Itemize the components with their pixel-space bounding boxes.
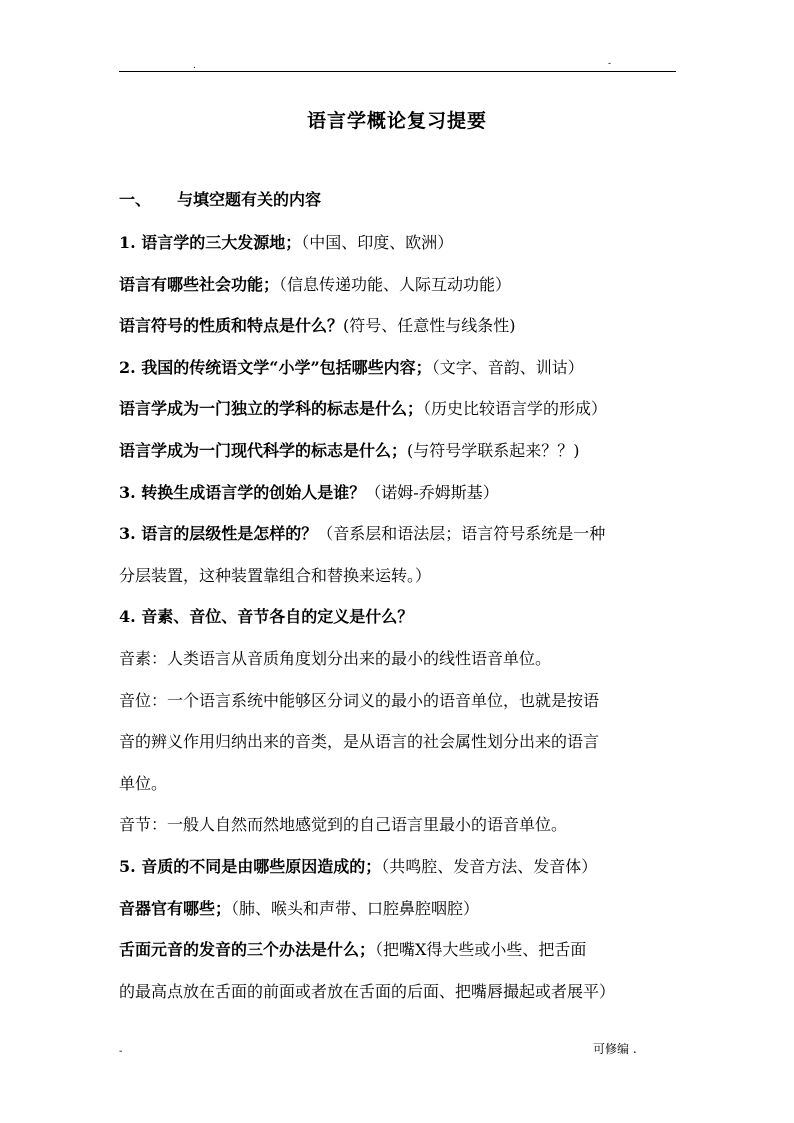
answer-text: 的最高点放在舌面的前面或者放在舌面的后面、把嘴唇撮起或者展平） <box>119 981 616 1001</box>
answer-text: 音位：一个语言系统中能够区分词义的最小的语音单位，也就是按语 <box>119 690 600 710</box>
answer-text: 音素：人类语言从音质角度划分出来的最小的线性语音单位。 <box>119 649 552 668</box>
footer-left-mark: - <box>119 1046 123 1057</box>
answer-text: （音系层和语法层；语言符号系统是一种 <box>317 524 606 544</box>
content-line <box>119 814 679 836</box>
answer-text: （把嘴X得大些或小些、把舌面 <box>375 940 587 960</box>
question-text: 语言学成为一门独立的学科的标志是什么； <box>119 399 424 419</box>
answer-text: 音节：一般人自然而然地感觉到的自己语言里最小的语音单位。 <box>119 815 568 835</box>
content-line <box>119 648 679 670</box>
question-text: 语言符号的性质和特点是什么？ <box>119 316 344 336</box>
answer-text: （中国、印度、欧洲） <box>301 233 454 252</box>
question-text: 5. 音质的不同是由哪些原因造成的； <box>119 857 382 876</box>
section-heading <box>119 189 679 211</box>
content-line <box>119 731 679 753</box>
content-line <box>119 565 679 587</box>
answer-text: (与符号学联系起来？？) <box>407 441 580 460</box>
question-text: 4. 音素、音位、音节各自的定义是什么？ <box>119 607 414 627</box>
question-text: 1. 语言学的三大发源地； <box>119 233 302 252</box>
answer-text: (符号、任意性与线条性) <box>343 316 516 336</box>
content-line <box>119 482 679 504</box>
section-heading-text: 与填空题有关的内容 <box>177 190 322 209</box>
answer-text: （信息传递功能、人际互动功能） <box>279 274 512 294</box>
answer-text: （共鸣腔、发音方法、发音体） <box>381 857 598 876</box>
answer-text: （文字、音韵、训诂） <box>431 357 584 377</box>
question-text: 3. 语言的层级性是怎样的？ <box>119 524 318 544</box>
content-line <box>119 981 679 1003</box>
answer-text: 音的辨义作用归纳出来的音类，是从语言的社会属性划分出来的语言 <box>119 732 600 752</box>
question-text: 音器官有哪些； <box>119 898 232 918</box>
content-line <box>119 856 679 878</box>
footer-editable-note: 可修编 . <box>593 1042 637 1056</box>
content-line <box>119 773 679 795</box>
question-text: 语言有哪些社会功能； <box>119 274 280 294</box>
answer-text: 分层装置，这种装置靠组合和替换来运转。） <box>119 565 432 585</box>
header-right-mark: - <box>608 59 612 69</box>
content-line <box>119 398 679 420</box>
question-text: 3. 转换生成语言学的创始人是谁？ <box>119 482 366 502</box>
content-line <box>119 939 679 961</box>
content-line <box>119 357 679 379</box>
content-line <box>119 315 679 337</box>
answer-text: 单位。 <box>119 773 168 793</box>
question-text: 2. 我国的传统语文学“小学”包括哪些内容； <box>119 357 432 377</box>
content-line <box>119 690 679 712</box>
content-line <box>119 898 679 920</box>
content-line <box>119 232 679 254</box>
content-line <box>119 274 679 296</box>
answer-text: （肺、喉头和声带、口腔鼻腔咽腔） <box>231 898 480 918</box>
content-line <box>119 523 679 545</box>
question-text: 语言学成为一门现代科学的标志是什么； <box>119 441 408 460</box>
answer-text: （诺姆-乔姆斯基） <box>365 482 499 502</box>
section-number: 一、 <box>119 190 152 209</box>
content-line <box>119 606 679 628</box>
document-title: 语言学概论复习提要 <box>306 110 487 132</box>
question-text: 舌面元音的发音的三个办法是什么； <box>119 940 376 960</box>
answer-text: （历史比较语言学的形成） <box>423 399 608 419</box>
header-left-mark: . <box>193 61 196 71</box>
content-line <box>119 440 679 462</box>
header-rule <box>119 71 676 72</box>
